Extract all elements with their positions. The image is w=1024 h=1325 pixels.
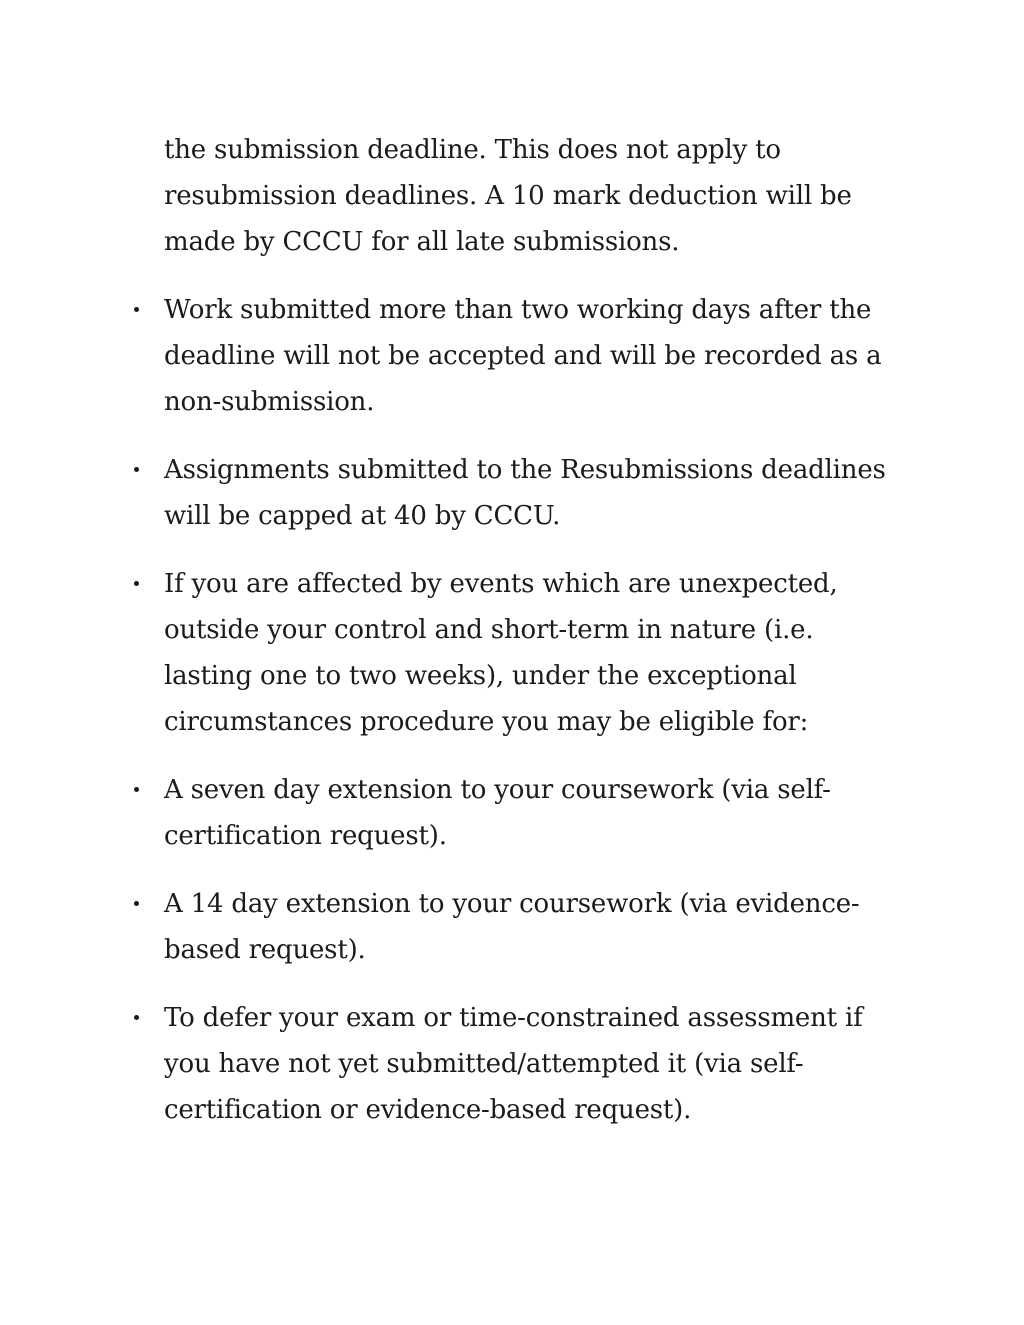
bullet-item-exceptional-circumstances: [164, 561, 904, 745]
bullet-list: [164, 287, 904, 1133]
bullet-dot-icon: [134, 787, 139, 792]
bullet-text: To defer your exam or time-constrained assessment if you have not yet submitted/attempted it (via self-certification or evidence-based request).: [164, 1003, 863, 1125]
bullet-text: If you are affected by events which are unexpected, outside your control and short-term in nature (i.e. lasting one to two weeks), under the exceptional circumstances procedure you may be eligible for:: [164, 569, 838, 737]
intro-paragraph: the submission deadline. This does not apply to resubmission deadlines. A 10 mark deduction will be made by CCCU for all late submissions.: [164, 135, 852, 257]
bullet-text: Assignments submitted to the Resubmissions deadlines will be capped at 40 by CCCU.: [164, 455, 886, 531]
bullet-item-defer-exam: [164, 995, 904, 1133]
bullet-text: A seven day extension to your coursework (via self-certification request).: [164, 775, 831, 851]
bullet-dot-icon: [134, 901, 139, 906]
bullet-item-fourteen-day-extension: [164, 881, 904, 973]
bullet-dot-icon: [134, 467, 139, 472]
bullet-text: Work submitted more than two working days after the deadline will not be accepted and will be recorded as a non-submission.: [164, 295, 882, 417]
bullet-item-late-work: [164, 287, 904, 425]
bullet-text: A 14 day extension to your coursework (via evidence-based request).: [164, 889, 860, 965]
bullet-dot-icon: [134, 1015, 139, 1020]
bullet-item-resubmissions: [164, 447, 904, 539]
document-content: [164, 127, 904, 1133]
bullet-dot-icon: [134, 307, 139, 312]
bullet-item-seven-day-extension: [164, 767, 904, 859]
bullet-dot-icon: [134, 581, 139, 586]
